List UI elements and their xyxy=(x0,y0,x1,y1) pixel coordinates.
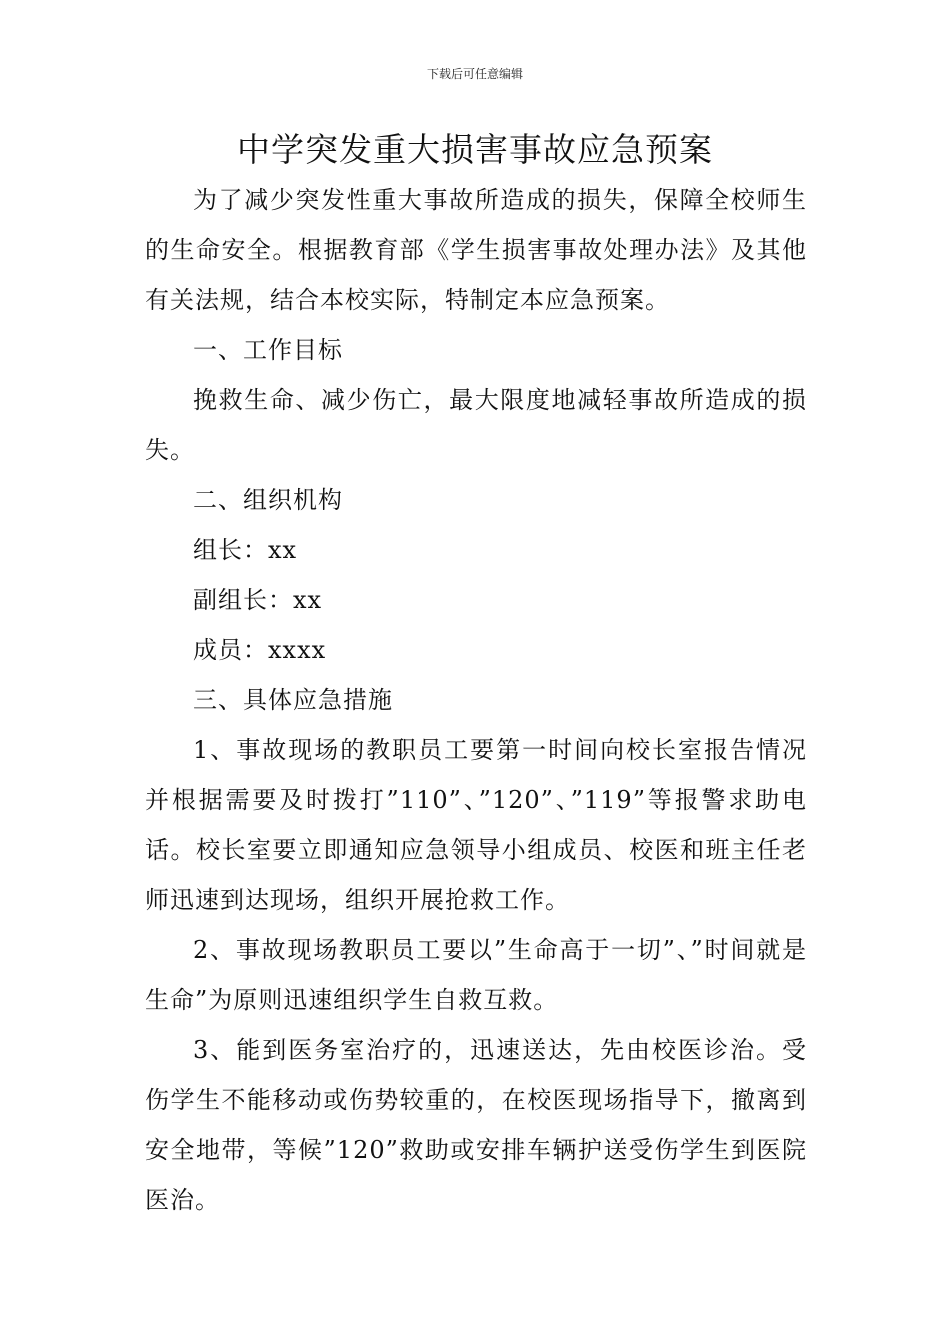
section-heading-organization: 二、组织机构 xyxy=(193,486,343,514)
paragraph-measure-1: 1、事故现场的教职员工要第一时间向校长室报告情况并根据需要及时拨打”110”、”120”、”119”等报警求助电话。校长室要立即通知应急领导小组成员、校医和班主任老师迅速到达现场，组织开展抢救工作。 xyxy=(145,736,807,914)
document-title: 中学突发重大损害事故应急预案 xyxy=(237,130,713,169)
paragraph-measure-3: 3、能到医务室治疗的，迅速送达，先由校医诊治。受伤学生不能移动或伤势较重的，在校医现场指导下，撤离到安全地带，等候”120”救助或安排车辆护送受伤学生到医院医治。 xyxy=(145,1036,807,1214)
document-body xyxy=(145,175,807,1225)
section-heading-measures: 三、具体应急措施 xyxy=(193,686,393,714)
line-team-leader: 组长：xx xyxy=(193,536,298,564)
header-note: 下载后可任意编辑 xyxy=(426,67,523,81)
paragraph-intro: 为了减少突发性重大事故所造成的损失，保障全校师生的生命安全。根据教育部《学生损害事故处理办法》及其他有关法规，结合本校实际，特制定本应急预案。 xyxy=(145,186,807,314)
section-heading-goals: 一、工作目标 xyxy=(193,336,343,364)
paragraph-measure-2: 2、事故现场教职员工要以”生命高于一切”、”时间就是生命”为原则迅速组织学生自救互救。 xyxy=(145,936,807,1014)
line-deputy-leader: 副组长：xx xyxy=(193,586,323,614)
line-members: 成员：xxxx xyxy=(193,636,327,664)
paragraph-goals: 挽救生命、减少伤亡，最大限度地减轻事故所造成的损失。 xyxy=(145,386,807,464)
